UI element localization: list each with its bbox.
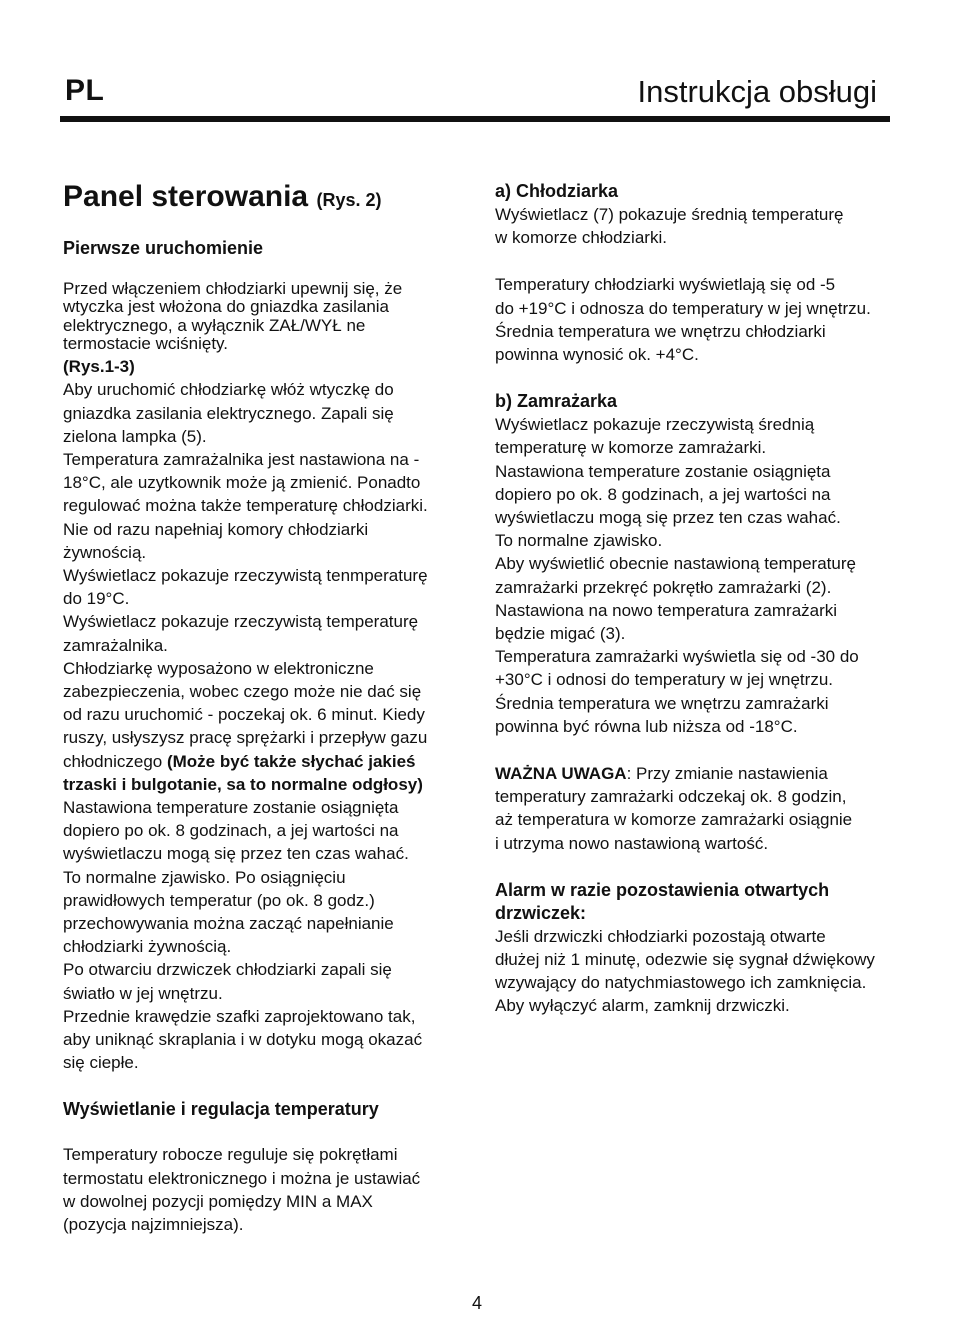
text-line: i utrzyma nowo nastawioną wartość. [495,833,769,853]
text-line: dopiero po ok. 8 godzinach, a jej wartości na [63,821,399,841]
text-line: 18°C, ale uzytkownik może ją zmienić. Ponadto [63,473,421,493]
intro-paragraph [63,280,468,353]
text-line: +30°C i odnosi do temperatury w jej wnętrzu. [495,670,833,690]
text-line: zamrażalnika. [63,635,168,655]
heading-fridge: a) Chłodziarka [495,181,619,201]
text-line: ruszy, usłyszysz pracę sprężarki i przepływ gazu [63,728,428,748]
figure-reference: (Rys.1-3) [63,357,135,377]
text-line: Temperatury robocze reguluje się pokrętłami [63,1145,398,1165]
text-line: Nie od razu napełniaj komory chłodziarki [63,519,369,539]
text-line: termostacie wciśnięty. [63,333,229,353]
page-title [63,178,468,219]
text-line: dopiero po ok. 8 godzinach, a jej wartości na [495,484,831,504]
temperature-regulation-paragraph [63,1143,468,1236]
important-note [495,762,900,855]
text-line: dłużej niż 1 minutę, odezwie się sygnał dźwiękowy [495,950,875,970]
text-line: gniazdka zasilania elektrycznego. Zapali się [63,403,394,423]
text-line: termostatu elektronicznego i można je ustawiać [63,1168,421,1188]
startup-paragraph [63,378,468,1074]
text-line: Wyświetlacz (7) pokazuje średnią temperaturę [495,205,844,224]
heading-door-alarm [495,879,900,925]
door-alarm-paragraph [495,925,900,1018]
text-line: w komorze chłodziarki. [495,228,667,248]
text-line: będzie migać (3). [495,624,626,644]
text-line: Przed włączeniem chłodziarki upewnij się, że [63,279,403,298]
text-line: wzywający do natychmiastowego ich zamknięcia. [495,973,867,993]
heading-line: Alarm w razie pozostawienia otwartych [495,879,830,900]
text-line: temperaturę w komorze zamrażarki. [495,438,767,458]
text-line: Nastawiona temperature zostanie osiągnięta [63,798,399,818]
text-line: powinna wynosić ok. +4°C. [495,345,699,365]
text-line: od razu uruchomić - poczekaj ok. 6 minut. Kiedy [63,705,425,725]
header-rule [60,116,890,122]
page-title-text: Panel sterowania [63,180,309,213]
text-line: wyświetlaczu mogą się przez ten czas wahać. [63,844,409,864]
text-line: Aby wyświetlić obecnie nastawioną temperaturę [495,554,856,574]
right-column [495,180,900,1018]
text-line: (pozycja najzimniejsza). [63,1215,244,1235]
text-line: zielona lampka (5). [63,426,207,446]
text-line: Temperatury chłodziarki wyświetlają się od -5 [495,275,836,295]
text-line: Jeśli drzwiczki chłodziarki pozostają otwarte [495,926,826,946]
text-line: Średnia temperatura we wnętrzu chłodziarki [495,321,826,341]
text-line: Chłodziarkę wyposażono w elektroniczne [63,658,374,678]
text-line: Aby uruchomić chłodziarkę włóż wtyczkę do [63,380,394,400]
text-line: zabezpieczenia, wobec czego może nie dać się [63,682,422,702]
page-number: 4 [471,1293,482,1313]
text-line: światło w jej wnętrzu. [63,983,223,1003]
text-line: do +19°C i odnosza do temperatury w jej wnętrzu. [495,298,871,318]
text-line: Średnia temperatura we wnętrzu zamrażarki [495,693,829,713]
text-line: przechowywania można zacząć napełnianie [63,914,394,934]
text-line: wyświetlaczu mogą się przez ten czas wahać. [495,508,841,528]
page-title-ref: (Rys. 2) [316,190,382,210]
text-line: To normalne zjawisko. [495,531,663,551]
text-line: powinna być równa lub niższa od -18°C. [495,716,798,736]
text-line: zamrażarki przekręć pokrętło zamrażarki (2). [495,577,832,597]
text-line [63,750,468,773]
text-line: prawidłowych temperatur (po ok. 8 godz.) [63,890,375,910]
text-line: aby uniknąć skraplania i w dotyku mogą okazać [63,1030,423,1050]
text-line: Nastawiona temperature zostanie osiągnięta [495,461,831,481]
text-line: Wyświetlacz pokazuje rzeczywistą temperaturę [63,612,419,632]
text-line: Temperatura zamrażarki wyświetla się od -30 do [495,647,859,667]
text-line: żywnością. [63,542,147,562]
text-line: Temperatura zamrażalnika jest nastawiona na - [63,450,420,469]
heading-first-start: Pierwsze uruchomienie [63,238,264,258]
text-line: temperatury zamrażarki odczekaj ok. 8 godzin, [495,787,847,807]
noise-note: (Może być także słychać jakieś [166,751,416,771]
heading-temperature-display: Wyświetlanie i regulacja temperatury [63,1099,379,1120]
text-line: Przednie krawędzie szafki zaprojektowano tak, [63,1006,416,1026]
heading-line: drzwiczek: [495,902,587,923]
text-line: wtyczka jest włożona do gniazdka zasilania [63,297,390,317]
important-note-text: : Przy zmianie nastawienia [626,764,828,784]
important-note-label: WAŻNA UWAGA [495,764,627,784]
language-code: PL [65,74,105,107]
text-line: Wyświetlacz pokazuje rzeczywistą tenmperaturę [63,566,428,586]
text-line [495,762,900,785]
text-line: chłodziarki żywnością. [63,937,232,957]
text-line: Wyświetlacz pokazuje rzeczywistą średnią [495,415,815,435]
text-normal: chłodniczego [63,751,167,771]
text-line: Nastawiona na nowo temperatura zamrażarki [495,600,838,620]
text-line: regulować można także temperaturę chłodziarki. [63,496,428,516]
freezer-paragraph [495,413,900,738]
text-line: aż temperatura w komorze zamrażarki osiągnie [495,810,853,830]
text-line: To normalne zjawisko. Po osiągnięciu [63,867,346,887]
left-column [63,178,468,1236]
text-line: się ciepłe. [63,1053,139,1073]
fridge-display-paragraph [495,203,900,249]
document-title: Instrukcja obsługi [637,74,877,109]
text-line: elektrycznego, a wyłącznik ZAŁ/WYŁ ne [63,315,366,335]
fridge-range-paragraph [495,273,900,366]
noise-note-cont: trzaski i bulgotanie, sa to normalne odgłosy) [63,774,423,794]
heading-freezer: b) Zamrażarka [495,391,618,412]
text-line: do 19°C. [63,589,130,609]
text-line: Po otwarciu drzwiczek chłodziarki zapali się [63,960,392,980]
text-line: w dowolnej pozycji pomiędzy MIN a MAX [63,1191,373,1211]
text-line: Aby wyłączyć alarm, zamknij drzwiczki. [495,996,790,1016]
